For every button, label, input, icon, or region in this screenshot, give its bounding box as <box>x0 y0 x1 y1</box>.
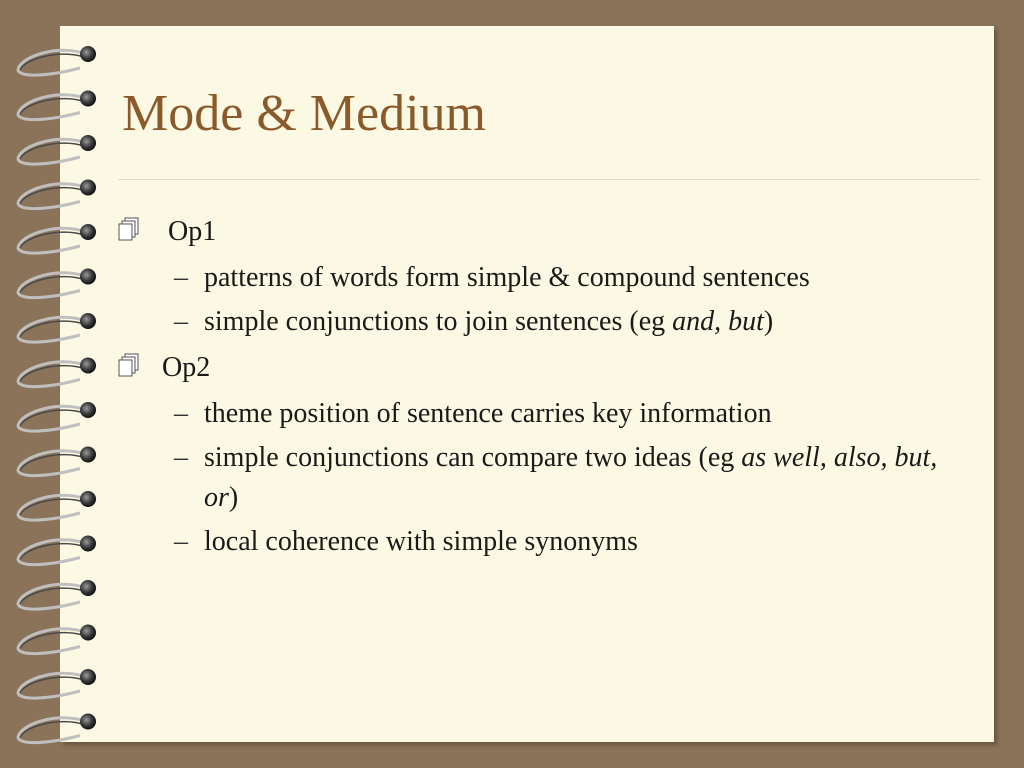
binding-hole <box>80 224 96 240</box>
binding-hole <box>80 46 96 62</box>
spiral-binding-icon <box>0 0 110 768</box>
notebook-icon <box>118 210 162 256</box>
dash-marker: – <box>174 306 188 337</box>
binding-hole <box>80 91 96 107</box>
bullet-label: Op2 <box>162 352 211 383</box>
bullet-item <box>118 210 978 258</box>
binding-hole <box>80 580 96 596</box>
sub-bullet-item <box>118 438 978 518</box>
sub-bullet-text: patterns of words form simple & compound sentences <box>204 262 810 293</box>
binding-hole <box>80 625 96 641</box>
binding-hole <box>80 358 96 374</box>
binding-hole <box>80 135 96 151</box>
dash-marker: – <box>174 526 188 557</box>
sub-bullet-item <box>118 522 978 562</box>
dash-marker: – <box>174 398 188 429</box>
binding-hole <box>80 180 96 196</box>
sub-bullet-item <box>118 258 978 298</box>
binding-hole <box>80 269 96 285</box>
binding-hole <box>80 402 96 418</box>
binding-hole <box>80 491 96 507</box>
binding-hole <box>80 313 96 329</box>
dash-marker: – <box>174 442 188 473</box>
sub-bullet-item <box>118 394 978 434</box>
notebook-icon <box>118 346 162 392</box>
binding-hole <box>80 536 96 552</box>
bullet-item <box>118 346 978 394</box>
binding-hole <box>80 669 96 685</box>
slide-title: Mode & Medium <box>122 85 486 142</box>
sub-bullet-text: simple conjunctions can compare two ideas (eg as well, also, but, or) <box>204 442 938 513</box>
dash-marker: – <box>174 262 188 293</box>
slide-body <box>118 210 978 566</box>
title-divider <box>118 179 980 180</box>
sub-bullet-item <box>118 302 978 342</box>
sub-bullet-text: local coherence with simple synonyms <box>204 526 638 557</box>
binding-hole <box>80 447 96 463</box>
sub-bullet-text: theme position of sentence carries key information <box>204 398 772 429</box>
binding-hole <box>80 714 96 730</box>
sub-bullet-text: simple conjunctions to join sentences (eg and, but) <box>204 306 774 337</box>
bullet-label: Op1 <box>168 216 217 247</box>
